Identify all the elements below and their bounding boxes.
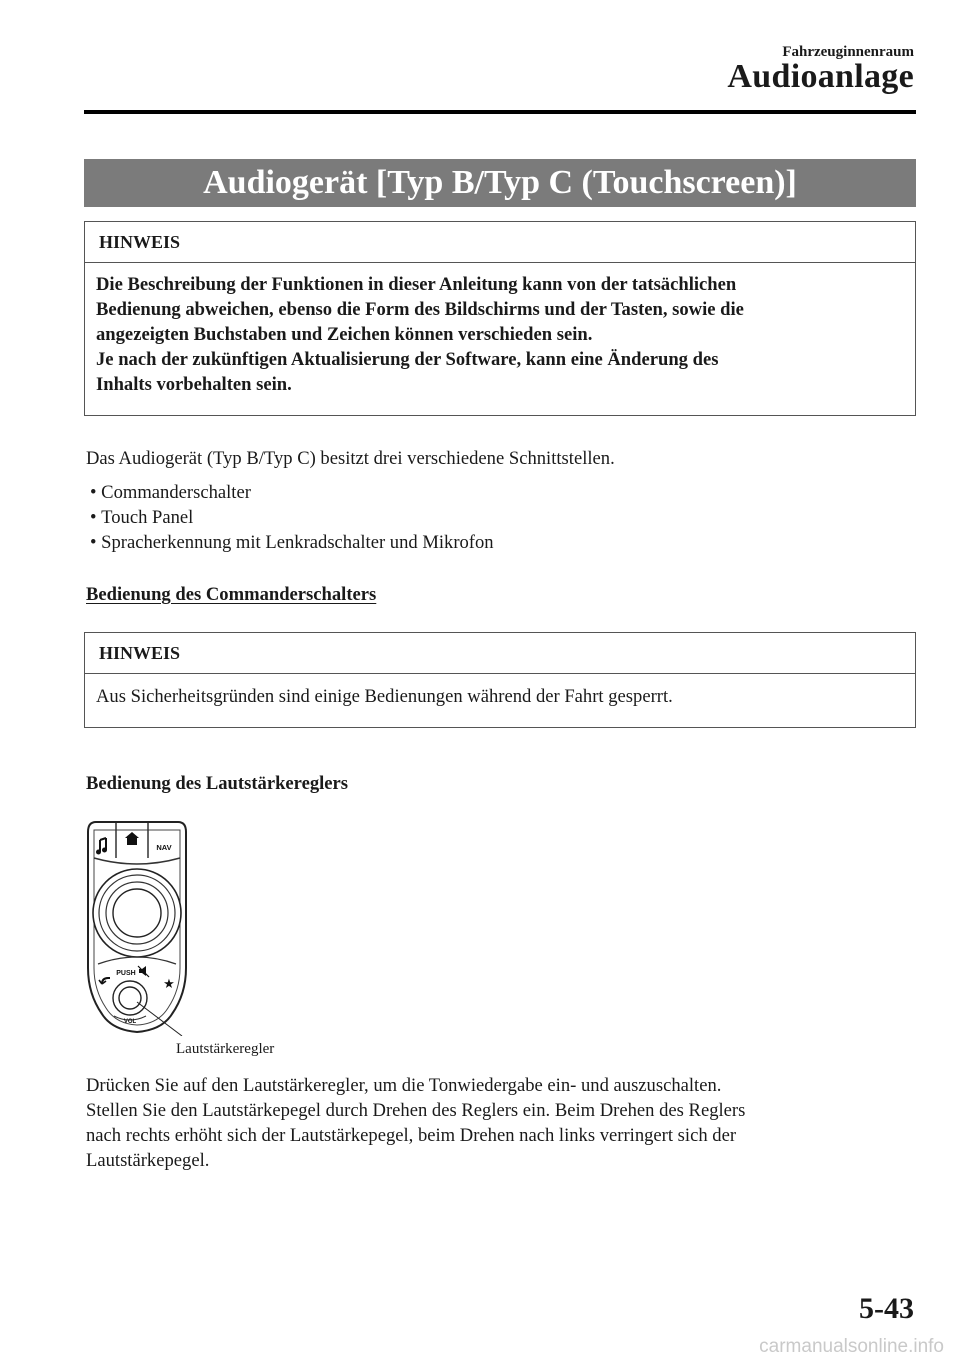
body-line: Lautstärkepegel. <box>86 1150 210 1171</box>
note-line: Je nach der zukünftigen Aktualisierung der Software, kann eine Änderung des <box>96 349 719 370</box>
note-heading: HINWEIS <box>85 633 915 674</box>
interface-list <box>90 480 494 555</box>
note-line: angezeigten Buchstaben und Zeichen können verschieden sein. <box>96 324 593 345</box>
header-title: Audioanlage <box>727 58 914 95</box>
body-line: Stellen Sie den Lautstärkepegel durch Drehen des Reglers ein. Beim Drehen des Reglers <box>86 1100 746 1121</box>
list-item: • Touch Panel <box>90 505 494 530</box>
volume-knob-callout: Lautstärkeregler <box>176 1041 275 1057</box>
header-rule <box>84 110 916 114</box>
push-label: PUSH <box>116 970 136 977</box>
nav-label: NAV <box>156 843 172 852</box>
header-section: Fahrzeuginnenraum <box>782 44 914 60</box>
list-item: • Spracherkennung mit Lenkradschalter und Mikrofon <box>90 530 494 555</box>
note-box-1 <box>84 221 916 416</box>
favorites-star-icon: ★ <box>163 977 175 992</box>
note-line: Bedienung abweichen, ebenso die Form des Bildschirms und der Tasten, sowie die <box>96 299 744 320</box>
commander-switch-illustration <box>82 818 192 1036</box>
body-line: nach rechts erhöht sich der Lautstärkepegel, beim Drehen nach links verringert sich der <box>86 1125 737 1146</box>
note-box-2 <box>84 632 916 728</box>
note-body <box>85 263 915 397</box>
note-line: Inhalts vorbehalten sein. <box>96 374 292 395</box>
list-item: • Commanderschalter <box>90 480 494 505</box>
note-line: Die Beschreibung der Funktionen in dieser Anleitung kann von der tatsächlichen <box>96 274 737 295</box>
watermark: carmanualsonline.info <box>759 1336 944 1357</box>
volume-knob <box>119 987 141 1009</box>
section-heading: Bedienung des Commanderschalters <box>86 584 377 605</box>
vol-label: VOL <box>123 1019 137 1025</box>
commander-knob <box>113 889 161 937</box>
intro-paragraph: Das Audiogerät (Typ B/Typ C) besitzt drei verschiedene Schnittstellen. <box>86 448 615 469</box>
section-banner: Audiogerät [Typ B/Typ C (Touchscreen)] <box>84 159 916 207</box>
body-line: Drücken Sie auf den Lautstärkeregler, um die Tonwiedergabe ein- und auszuschalten. <box>86 1075 722 1096</box>
note-heading: HINWEIS <box>85 222 915 263</box>
note-body: Aus Sicherheitsgründen sind einige Bedienungen während der Fahrt gesperrt. <box>96 686 673 707</box>
page-number: 5-43 <box>859 1292 914 1325</box>
sub-heading: Bedienung des Lautstärkereglers <box>86 773 349 794</box>
body-paragraph <box>86 1073 916 1173</box>
